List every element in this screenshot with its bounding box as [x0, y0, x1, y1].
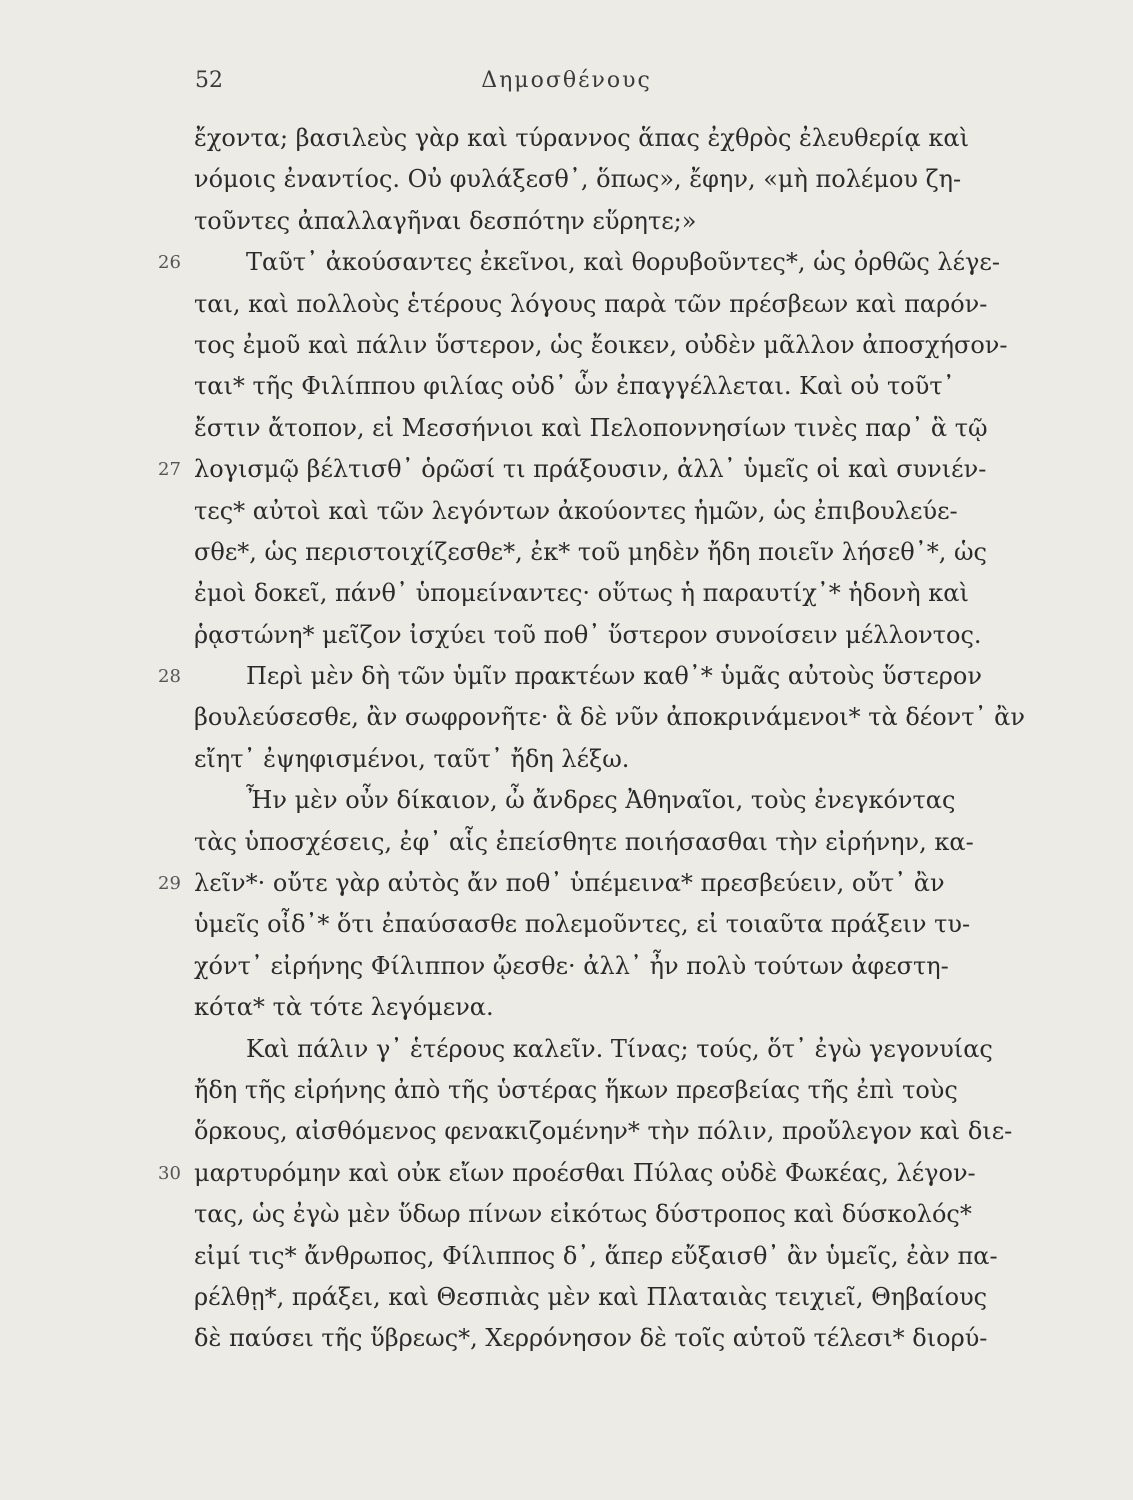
- line-text: δὲ παύσει τῆς ὕβρεως*, Χερρόνησον δὲ τοῖς αὑτοῦ τέλεσι* διορύ-: [194, 1324, 988, 1353]
- line-text: Καὶ πάλιν γ᾽ ἑτέρους καλεῖν. Τίνας; τούς, ὅτ᾽ ἐγὼ γεγονυίας: [246, 1034, 993, 1063]
- line-text: τας, ὡς ἐγὼ μὲν ὕδωρ πίνων εἰκότως δύστροπος καὶ δύσκολός*: [194, 1200, 972, 1229]
- section-number: 30: [158, 1162, 181, 1184]
- running-title: Δημοσθένους: [481, 68, 652, 93]
- page-header: [0, 68, 1133, 108]
- text-line: [0, 1029, 1133, 1070]
- text-line: [0, 1318, 1133, 1359]
- text-line: [0, 697, 1133, 738]
- line-text: μαρτυρόμην καὶ οὐκ εἴων προέσθαι Πύλας οὐδὲ Φωκέας, λέγον-: [194, 1158, 976, 1187]
- line-text: χόντ᾽ εἰρήνης Φίλιππον ᾤεσθε· ἀλλ᾽ ἦν πολὺ τούτων ἀφεστη-: [194, 951, 949, 980]
- text-line: [0, 987, 1133, 1028]
- line-text: βουλεύσεσθε, ἂν σωφρονῆτε· ἃ δὲ νῦν ἀποκρινάμενοι* τὰ δέοντ᾽ ἂν: [194, 703, 1025, 732]
- text-line: [0, 573, 1133, 614]
- line-text: ται* τῆς Φιλίππου φιλίας οὐδ᾽ ὧν ἐπαγγέλλεται. Καὶ οὐ τοῦτ᾽: [194, 372, 955, 401]
- line-text: λογισμῷ βέλτισθ᾽ ὁρῶσί τι πράξουσιν, ἀλλ᾽ ὑμεῖς οἱ καὶ συνιέν-: [194, 455, 987, 484]
- section-number: 27: [158, 459, 181, 481]
- line-text: εἰμί τις* ἄνθρωπος, Φίλιππος δ᾽, ἅπερ εὔξαισθ᾽ ἂν ὑμεῖς, ἐὰν πα-: [194, 1241, 998, 1270]
- line-text: τὰς ὑποσχέσεις, ἐφ᾽ αἷς ἐπείσθητε ποιήσασθαι τὴν εἰρήνην, κα-: [194, 827, 974, 856]
- text-line: [0, 822, 1133, 863]
- line-text: Ταῦτ᾽ ἀκούσαντες ἐκεῖνοι, καὶ θορυβοῦντες*, ὡς ὀρθῶς λέγε-: [246, 248, 1000, 277]
- line-text: ῥᾳστώνη* μεῖζον ἰσχύει τοῦ ποθ᾽ ὕστερον συνοίσειν μέλλοντος.: [194, 620, 982, 649]
- section-number: 28: [158, 666, 181, 688]
- line-text: σθε*, ὡς περιστοιχίζεσθε*, ἐκ* τοῦ μηδὲν ἤδη ποιεῖν λήσεθ᾽*, ὡς: [194, 537, 987, 566]
- text-line: [0, 780, 1133, 821]
- text-line: [0, 863, 1133, 904]
- text-line: [0, 242, 1133, 283]
- text-line: [0, 449, 1133, 490]
- text-line: [0, 615, 1133, 656]
- body-text: [0, 118, 1133, 1360]
- section-number: 26: [158, 252, 181, 274]
- line-text: τος ἐμοῦ καὶ πάλιν ὕστερον, ὡς ἔοικεν, οὐδὲν μᾶλλον ἀποσχήσον-: [194, 330, 1008, 359]
- line-text: νόμοις ἐναντίος. Οὐ φυλάξεσθ᾽, ὅπως», ἔφην, «μὴ πολέμου ζη-: [194, 165, 962, 194]
- line-text: ἔστιν ἄτοπον, εἰ Μεσσήνιοι καὶ Πελοποννησίων τινὲς παρ᾽ ἃ τῷ: [194, 413, 988, 442]
- line-text: τοῦντες ἀπαλλαγῆναι δεσπότην εὕρητε;»: [194, 206, 697, 235]
- section-number: 29: [158, 873, 181, 895]
- line-text: ὑμεῖς οἶδ᾽* ὅτι ἐπαύσασθε πολεμοῦντες, εἰ τοιαῦτα πράξειν τυ-: [194, 910, 971, 939]
- text-line: [0, 739, 1133, 780]
- text-line: [0, 656, 1133, 697]
- text-line: [0, 904, 1133, 945]
- line-text: ἐμοὶ δοκεῖ, πάνθ᾽ ὑπομείναντες· οὕτως ἡ παραυτίχ᾽* ἡδονὴ καὶ: [194, 579, 969, 608]
- line-text: ἤδη τῆς εἰρήνης ἀπὸ τῆς ὑστέρας ἥκων πρεσβείας τῆς ἐπὶ τοὺς: [194, 1075, 958, 1104]
- line-text: ἔχοντα; βασιλεὺς γὰρ καὶ τύραννος ἅπας ἐχθρὸς ἐλευθερίᾳ καὶ: [194, 124, 969, 152]
- line-text: τες* αὐτοὶ καὶ τῶν λεγόντων ἀκούοντες ἡμῶν, ὡς ἐπιβουλεύε-: [194, 496, 958, 525]
- text-line: [0, 1070, 1133, 1111]
- text-line: [0, 532, 1133, 573]
- line-text: λεῖν*· οὔτε γὰρ αὐτὸς ἄν ποθ᾽ ὑπέμεινα* πρεσβεύειν, οὔτ᾽ ἂν: [194, 869, 945, 898]
- text-line: [0, 1236, 1133, 1277]
- text-line: [0, 159, 1133, 200]
- text-line: [0, 284, 1133, 325]
- text-line: [0, 366, 1133, 407]
- line-text: κότα* τὰ τότε λεγόμενα.: [194, 993, 494, 1022]
- text-line: [0, 491, 1133, 532]
- text-line: [0, 408, 1133, 449]
- text-line: [0, 1194, 1133, 1235]
- line-text: ὅρκους, αἰσθόμενος φενακιζομένην* τὴν πόλιν, προὔλεγον καὶ διε-: [194, 1117, 1013, 1146]
- line-text: Ἦν μὲν οὖν δίκαιον, ὦ ἄνδρες Ἀθηναῖοι, τοὺς ἐνεγκόντας: [246, 786, 956, 815]
- text-line: [0, 118, 1133, 159]
- text-line: [0, 1277, 1133, 1318]
- line-text: ται, καὶ πολλοὺς ἑτέρους λόγους παρὰ τῶν πρέσβεων καὶ παρόν-: [194, 289, 988, 318]
- page-number: 52: [195, 68, 223, 93]
- text-line: [0, 201, 1133, 242]
- text-line: [0, 946, 1133, 987]
- text-line: [0, 1153, 1133, 1194]
- line-text: ρέλθῃ*, πράξει, καὶ Θεσπιὰς μὲν καὶ Πλαταιὰς τειχιεῖ, Θηβαίους: [194, 1282, 988, 1311]
- line-text: Περὶ μὲν δὴ τῶν ὑμῖν πρακτέων καθ᾽* ὑμᾶς αὐτοὺς ὕστερον: [246, 662, 982, 691]
- text-line: [0, 325, 1133, 366]
- line-text: εἴητ᾽ ἐψηφισμένοι, ταῦτ᾽ ἤδη λέξω.: [194, 744, 630, 773]
- text-line: [0, 1111, 1133, 1152]
